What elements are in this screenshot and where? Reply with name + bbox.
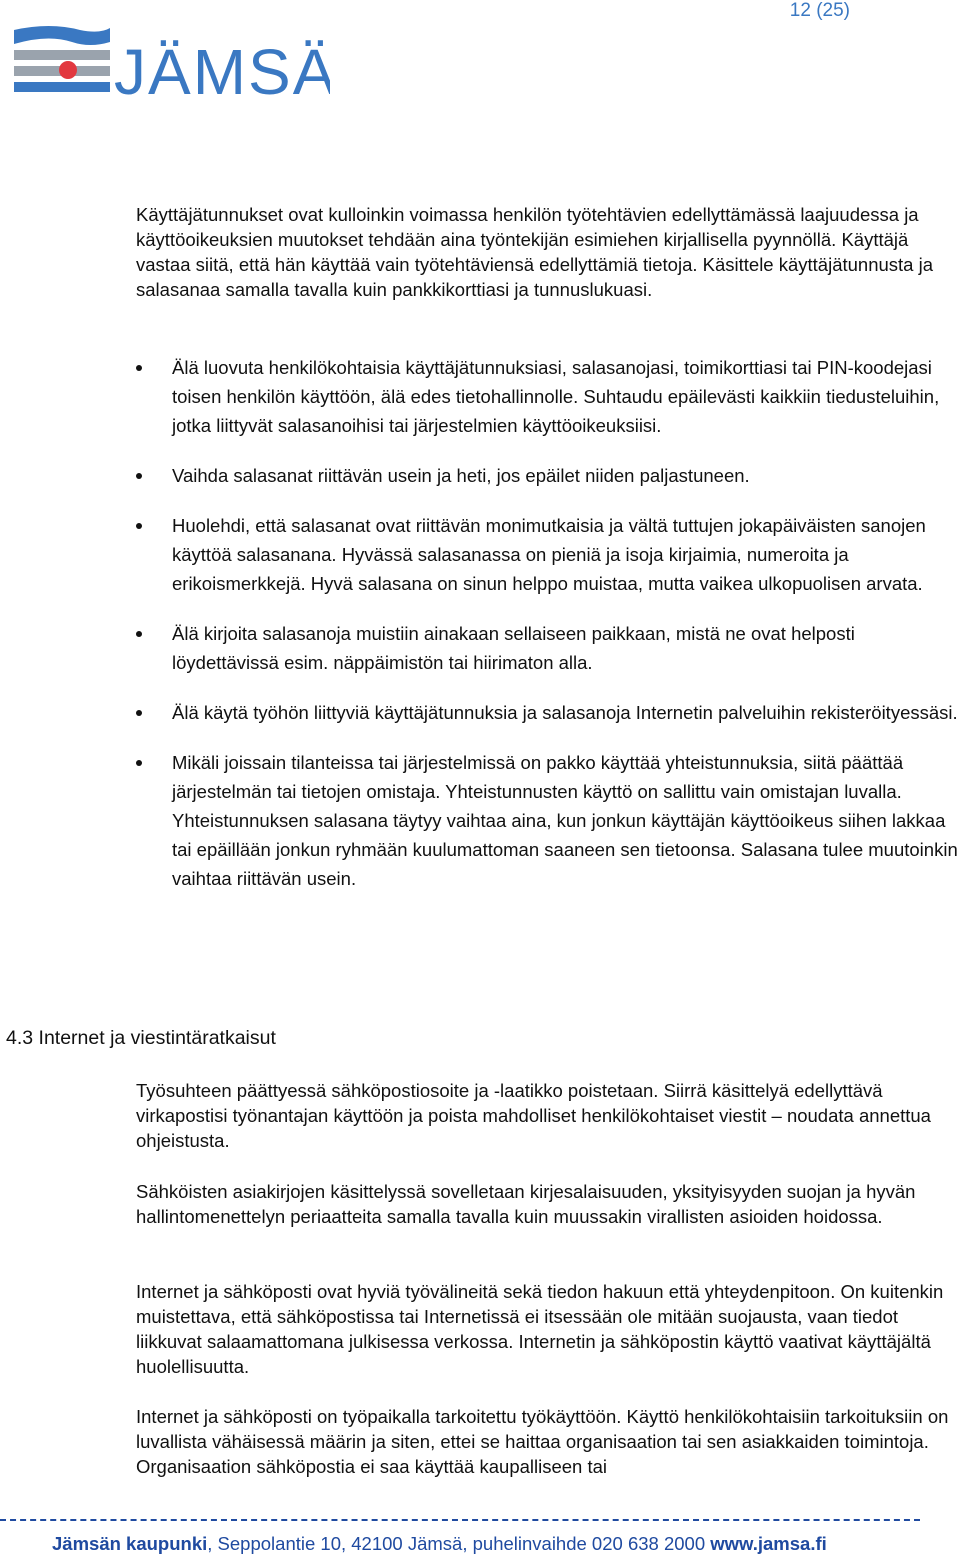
list-item: Mikäli joissain tilanteissa tai järjestelmissä on pakko käyttää yhteistunnuksia, siitä päättää järjestelmän tai tietojen omistaja. Yhteistunnusten käyttö on sallittu vain omistajan luvalla. Yhteistunnuksen salasana täytyy vaihtaa aina, kun jonkun käyttäjän käyttöoikeus siihen lakkaa tai epäillään jonkun ryhmään kuulumattoman saaneen sen tietoonsa. Salasana tulee muutoinkin vaihtaa riittävän usein. — [136, 748, 958, 893]
list-item: Vaihda salasanat riittävän usein ja heti, jos epäilet niiden paljastuneen. — [136, 461, 958, 490]
password-guidelines-list — [136, 353, 958, 914]
bullet-icon — [136, 523, 142, 529]
bullet-icon — [136, 365, 142, 371]
body-paragraph: Sähköisten asiakirjojen käsittelyssä sovelletaan kirjesalaisuuden, yksityisyyden suojan ja hyvän hallintomenettelyn periaatteita samalla tavalla kuin muussakin virallisten asioiden hoidossa. — [136, 1181, 916, 1227]
footer-divider — [0, 1519, 920, 1521]
bullet-icon — [136, 760, 142, 766]
bullet-icon — [136, 710, 142, 716]
body-paragraph: Työsuhteen päättyessä sähköpostiosoite ja -laatikko poistetaan. Siirrä käsittelyä edellyttävä virkapostisi työnantajan käyttöön ja poista mahdolliset henkilökohtaiset viestit – noudata annettua ohjeistusta. — [136, 1080, 931, 1151]
list-item: Älä käytä työhön liittyviä käyttäjätunnuksia ja salasanoja Internetin palveluihin rekisteröityessäsi. — [136, 698, 958, 727]
jamsa-logo-graphic — [10, 20, 330, 100]
bullet-icon — [136, 631, 142, 637]
footer-address: , Seppolantie 10, 42100 Jämsä, puhelinvaihde 020 638 2000 — [207, 1533, 711, 1554]
footer — [52, 1533, 827, 1555]
logo-text: JÄMSÄ — [114, 36, 330, 100]
list-item: Älä luovuta henkilökohtaisia käyttäjätunnuksiasi, salasanojasi, toimikorttiasi tai PIN-koodejasi toisen henkilön käyttöön, älä edes tietohallinnolle. Suhtaudu epäilevästi kaikkiin tiedusteluihin, jotka liittyvät salasanoihisi tai järjestelmien käyttöoikeuksiisi. — [136, 353, 958, 440]
bullet-icon — [136, 473, 142, 479]
footer-org: Jämsän kaupunki — [52, 1533, 208, 1554]
page-number: 12 (25) — [789, 0, 850, 21]
body-paragraph: Internet ja sähköposti on työpaikalla tarkoitettu työkäyttöön. Käyttö henkilökohtaisiin tarkoituksiin on luvallista vähäisessä määrin ja siten, ettei se haittaa organisaation tai sen asiakkaiden toimintoja. Organisaation sähköpostia ei saa käyttää kaupalliseen tai — [136, 1406, 949, 1477]
footer-web-link[interactable]: www.jamsa.fi — [710, 1533, 827, 1554]
list-item: Älä kirjoita salasanoja muistiin ainakaan sellaiseen paikkaan, mistä ne ovat helposti löydettävissä esim. näppäimistön tai hiirimaton alla. — [136, 619, 958, 677]
list-item: Huolehdi, että salasanat ovat riittävän monimutkaisia ja vältä tuttujen jokapäiväisten sanojen käyttöä salasanana. Hyvässä salasanassa on pieniä ja isoja kirjaimia, numeroita ja erikoismerkkejä. Hyvä salasana on sinun helppo muistaa, mutta vaikea ulkopuolisen arvata. — [136, 511, 958, 598]
jamsa-logo — [10, 20, 330, 100]
section-heading: 4.3 Internet ja viestintäratkaisut — [6, 1027, 276, 1049]
intro-paragraph: Käyttäjätunnukset ovat kulloinkin voimassa henkilön työtehtävien edellyttämässä laajuudessa ja käyttöoikeuksien muutokset tehdään aina työntekijän esimiehen kirjallisella pyynnöllä. Käyttäjä vastaa siitä, että hän käyttää vain työtehtäviensä edellyttämiä tietoja. Käsittele käyttäjätunnusta ja salasanaa samalla tavalla kuin pankkikorttiasi ja tunnuslukuasi. — [136, 204, 933, 300]
body-paragraph: Internet ja sähköposti ovat hyviä työvälineitä sekä tiedon hakuun että yhteydenpitoon. On kuitenkin muistettava, että sähköpostissa tai Internetissä ei itsessään ole mitään suojausta, vaan tiedot liikkuvat salaamattomana julkisessa verkossa. Internetin ja sähköpostin käyttö vaativat käyttäjältä huolellisuutta. — [136, 1281, 944, 1377]
